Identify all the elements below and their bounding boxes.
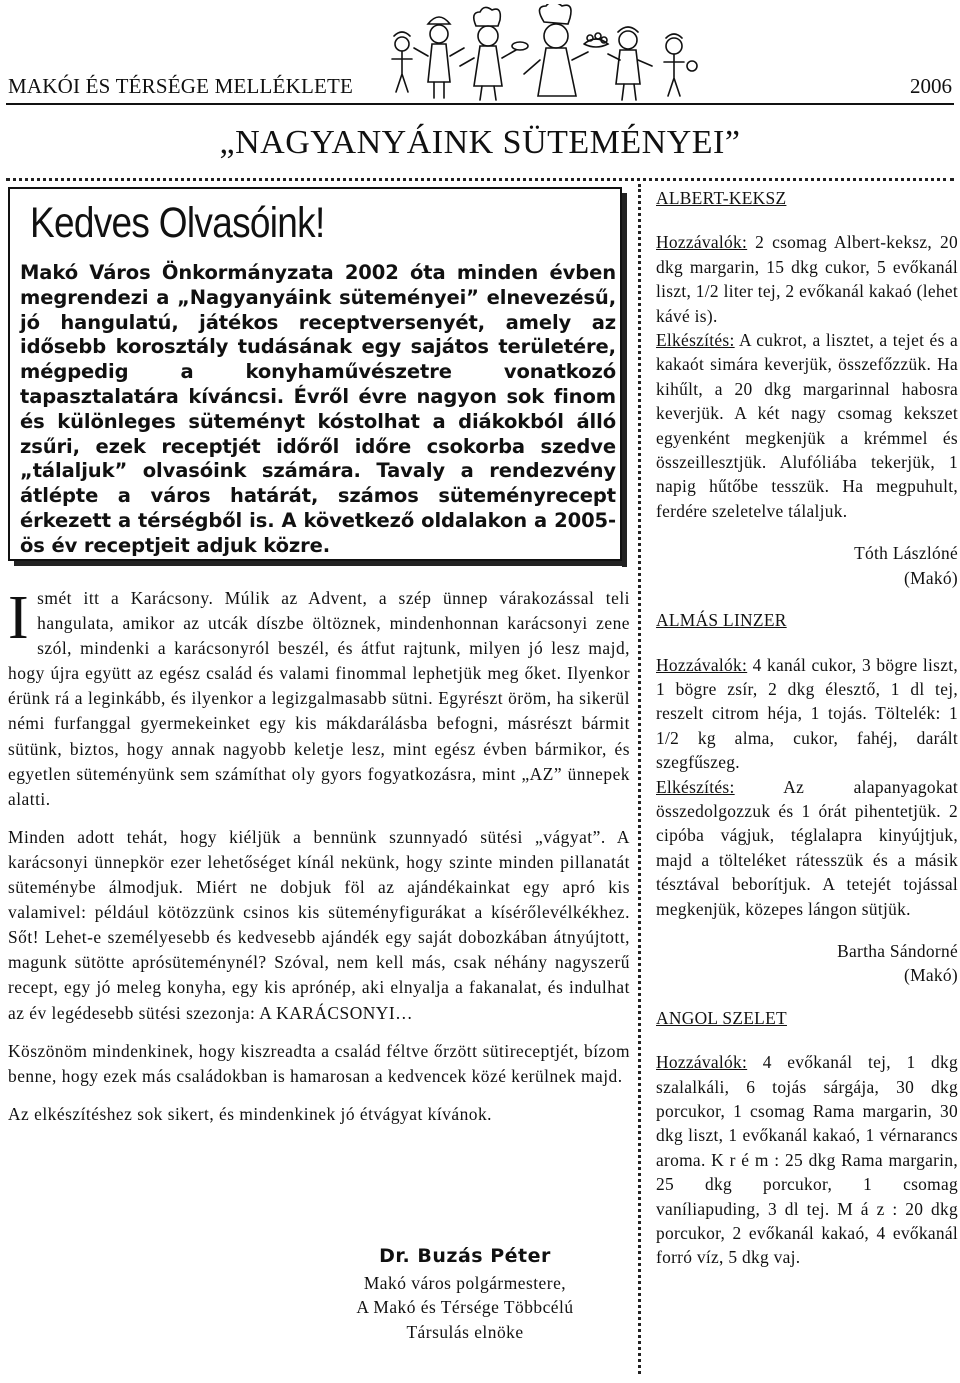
method-label: Elkészítés: — [656, 330, 735, 351]
recipe-title: ALBERT-KEKSZ — [656, 188, 787, 208]
method-text: A cukrot, a lisztet, a tejet és a kakaót simára keverjük, összefőzzük. Ha kihűlt, a 20 dkg margarinnal habosra keverjük. A két nagy csomag kekszet egyenként megkenjük a krémmel és összeillesztjük. Alufóliába tekerjük, 1 napig hűtőbe tesszük. Ha megpuhult, ferdére szeletelve tálaljuk. — [656, 330, 958, 521]
recipe — [656, 186, 958, 590]
ingredients-text: 2 csomag Albert-keksz, 20 dkg margarin, 15 dkg cukor, 5 evőkanál liszt, 1/2 liter tej, 2 evőkanál kakaó (lehet kávé is). — [656, 232, 958, 326]
letter-paragraph-text: smét itt a Karácsony. Múlik az Advent, a szép ünnep várakozással teli hangulata, amikor az utcák díszbe öltöznek, mindenhonnan karácsonyi zene szól, mindenki a karácsonyról beszél, és átfut rajtunk, milyen jó lesz majd, hogy újra együtt az egész család és valami finommal lephetjük meg őket. Ilyenkor érünk rá a leginkább, és ilyenkor a legizgalmasabb sütni. Egyrészt öröm, ha sikerül némi furfanggal gyermekeinket egy kis mákdarálásba befogni, másrészt bármit sütünk, biztos, hogy annak nagyobb keletje lesz, mint egész évben bármikor, és egyetlen süteményünk sem számíthat oly gyors fogyatkozásra, mint „AZ” ünnepek alatti. — [8, 588, 630, 809]
recipe-title: ALMÁS LINZER — [656, 610, 787, 631]
recipe-author — [656, 939, 958, 988]
letter-paragraph: Az elkészítéshez sok sikert, és mindenkinek jó étvágyat kívánok. — [8, 1103, 493, 1124]
ingredients-text: 4 kanál cukor, 3 bögre liszt, 1 bögre zsír, 2 dkg élesztő, 1 dl tej, reszelt citrom héja, 1 tojás. Töltelék: 1 1/2 kg alma, cukor, fahéj, darált szegfűszeg. — [656, 654, 958, 773]
signer-name: Dr. Buzás Péter — [379, 1245, 551, 1267]
title-dotted-rule — [6, 178, 954, 181]
children-chefs-illustration — [384, 4, 704, 104]
recipe — [656, 1006, 958, 1270]
letter-body — [8, 586, 630, 1140]
letter-paragraph: Köszönöm mindenkinek, hogy kiszreadta a család féltve őrzött sütireceptjét, bízom benne, hogy ezek más családokban is hamarosan a kedvencek közé kerülnek majd. — [8, 1040, 630, 1086]
recipe-ingredients — [656, 653, 958, 775]
letter-paragraph — [8, 586, 630, 812]
recipe-method — [656, 775, 958, 921]
recipe-method — [656, 328, 958, 523]
ingredients-label: Hozzávalók: — [656, 1052, 748, 1073]
box-shadow — [14, 561, 627, 566]
letter-paragraph: Minden adott tehát, hogy kiéljük a bennünk szunnyadó sütési „vágyat”. A karácsonyi ünnepkör ezer lehetőséget kínál nekünk, hogy szinte minden pillanatát süteménybe álmodjuk. Miért ne dobjuk föl az ajándékainkat egy apró kis valamivel: például kötözzünk csinos kis süteményfigurákat a kísérőlevélkékhez. Sőt! Lehet-e személyesebb és kedvesebb ajándék egy saját dobozkában átnyújtott, magunk sütötte aprósüteménynél? Szóval, nem kell más, csak néhány nagyszerű recept, egy jó meleg konyha, egy kis aprónép, aki elnyalja a fakanalat, és indulhat az év legédesebb sütési szezonja: A KARÁCSONYI… — [8, 826, 630, 1023]
drop-cap: I — [8, 584, 30, 652]
method-label: Elkészítés: — [656, 776, 735, 797]
ingredients-label: Hozzávalók: — [656, 232, 748, 253]
recipe-author — [656, 541, 958, 590]
signature-block — [300, 1244, 630, 1344]
recipe-ingredients — [656, 230, 958, 328]
recipe-ingredients — [656, 1050, 958, 1270]
author-name: Bartha Sándorné — [837, 940, 958, 961]
greeting-heading: Kedves Olvasóink! — [30, 199, 325, 247]
intro-paragraph: Makó Város Önkormányzata 2002 óta minden évben megrendezi a „Nagyanyáink süteményei” elnevezésű, jó hangulatú, játékos receptversenyét, amely az idősebb korosztály tudásának egy sajátos területére, mégpedig a konyhaművészetre vonatkozó tapasztalatára kíváncsi. Évről évre nagyon sok finom és különleges süteményt kóstolhat a diákokból álló zsűri, ezek receptjét időről időre csokorba szedve „tálaljuk” olvasóink számára. Tavaly a rendezvény átlépte a város határát, számos süteményrecept érkezett a térségből is. A következő oldalakon a 2005-ös év receptjeit adjuk közre. — [20, 261, 616, 557]
ingredients-label: Hozzávalók: — [656, 654, 748, 675]
page-title: „NAGYANYÁINK SÜTEMÉNYEI” — [219, 124, 741, 161]
author-place: (Makó) — [904, 567, 958, 588]
signer-title: Társulás elnöke — [406, 1321, 524, 1342]
column-divider — [638, 184, 641, 1374]
method-text: Az alapanyagokat összedolgozzuk és 1 órát pihentetjük. 2 cipóba vágjuk, téglalapra kinyújtjuk, majd a tölteléket rátesszük és a másik tésztával beborítjuk. A tetejét tojással megkenjük, közepes lángon sütjük. — [656, 776, 958, 919]
intro-box — [8, 187, 622, 561]
year: 2006 — [910, 74, 952, 98]
author-name: Tóth Lászlóné — [854, 543, 958, 564]
signer-title: Makó város polgármestere, — [363, 1272, 567, 1293]
ingredients-text: 4 evőkanál tej, 1 dkg szalalkáli, 6 tojás sárgája, 30 dkg porcukor, 1 csomag Rama margarin, 30 dkg liszt, 1 evőkanál kakaó, 1 vérnarancs aroma. K r é m : 25 dkg Rama margarin, 25 dkg porcukor, 1 csomag vaníliapuding, 3 dl tej. M á z : 20 dkg porcukor, 2 evőkanál kakaó, 4 evőkanál forró víz, 5 dkg vaj. — [656, 1052, 958, 1268]
box-shadow — [622, 193, 627, 567]
recipe — [656, 608, 958, 988]
author-place: (Makó) — [904, 965, 958, 986]
recipe-column — [656, 186, 958, 1270]
signer-title: A Makó és Térsége Többcélú — [356, 1297, 574, 1317]
recipe-title: ANGOL SZELET — [656, 1007, 787, 1028]
supplement-title: MAKÓI ÉS TÉRSÉGE MELLÉKLETE — [8, 74, 354, 98]
